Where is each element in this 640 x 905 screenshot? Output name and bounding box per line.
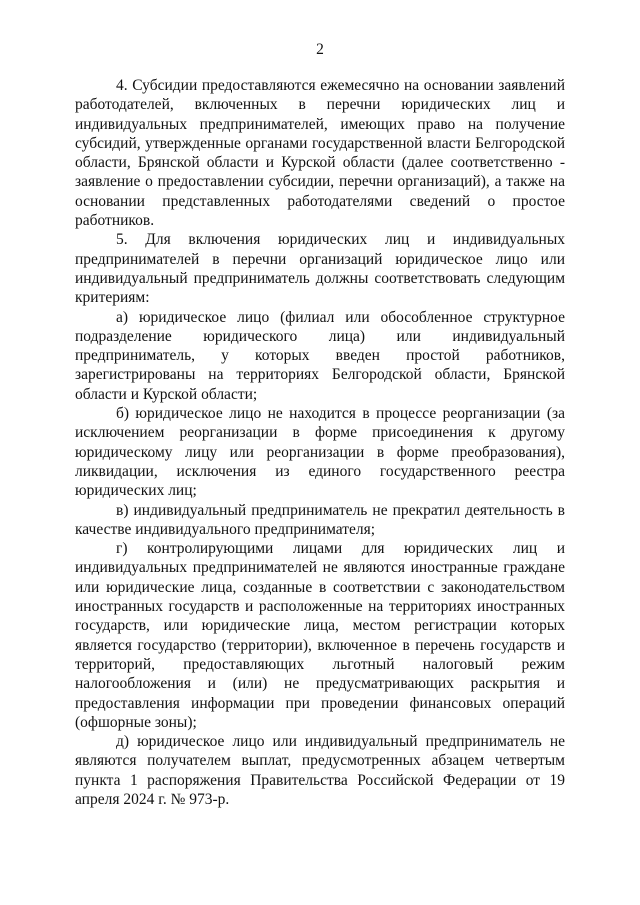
paragraph-item-5: 5. Для включения юридических лиц и индивидуальных предпринимателей в перечни организаций юридическое лицо или индивидуальный предприниматель должны соответствовать следующим критериям: bbox=[75, 231, 565, 307]
criterion-a: а) юридическое лицо (филиал или обособленное структурное подразделение юридического лица) или индивидуальный предприниматель, у которых введен простой работников, зарегистрированы на территориях Белгородской области, Брянской области и Курской области; bbox=[75, 308, 565, 403]
criterion-g: г) контролирующими лицами для юридических лиц и индивидуальных предпринимателей не являются иностранные граждане или юридические лица, созданные в соответствии с законодательством иностранных государств и расположенные на территориях иностранных государств, или юридические лица, местом регистрации которых является государство (территории), включенное в перечень государств и территорий, предоставляющих льготный налоговый режим налогообложения и (или) не предусматривающих раскрытия и предоставления информации при проведении финансовых операций (офшорные зоны); bbox=[75, 540, 565, 731]
document-body bbox=[75, 76, 565, 809]
page-number: 2 bbox=[316, 41, 324, 58]
criterion-b: б) юридическое лицо не находится в процессе реорганизации (за исключением реорганизации в форме присоединения к другому юридическому лицу или реорганизации в форме преобразования), ликвидации, исключения из единого государственного реестра юридических лиц; bbox=[75, 405, 565, 500]
criterion-d: д) юридическое лицо или индивидуальный предприниматель не являются получателем выплат, предусмотренных абзацем четвертым пункта 1 распоряжения Правительства Российской Федерации от 19 апреля 2024 г. № 973-р. bbox=[75, 733, 565, 808]
paragraph-item-4: 4. Субсидии предоставляются ежемесячно на основании заявлений работодателей, включенных в перечни юридических лиц и индивидуальных предпринимателей, имеющих право на получение субсидий, утвержденные органами государственной власти Белгородской области, Брянской области и Курской области (далее соответственно - заявление о предоставлении субсидии, перечни организаций), а также на основании представленных работодателями сведений о простое работников. bbox=[75, 77, 565, 230]
criterion-v: в) индивидуальный предприниматель не прекратил деятельность в качестве индивидуального предпринимателя; bbox=[75, 501, 565, 538]
